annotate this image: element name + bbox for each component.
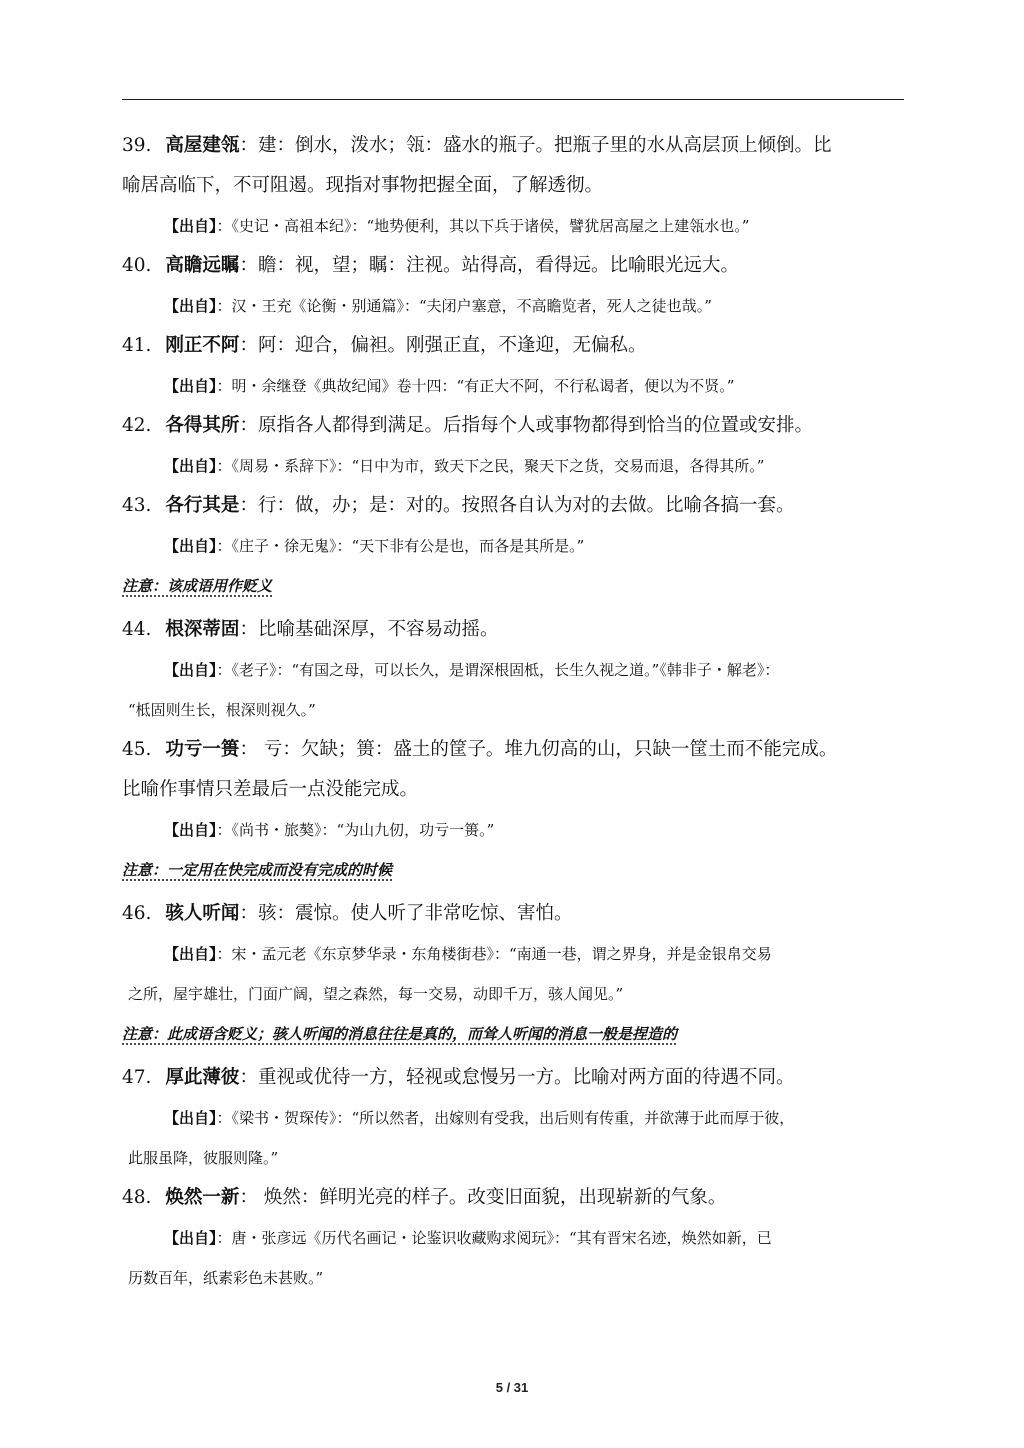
source-line: 【出自】：宋・孟元老《东京梦华录・东角楼街巷》：“南通一巷，谓之界身，并是金银帛交易 [164,945,772,963]
source-line: 【出自】：《庄子・徐无鬼》：“天下非有公是也，而各是其所是。” [164,537,585,555]
idiom-definition: ：行：做，办；是：对的。按照各自认为对的去做。比喻各搞一套。 [239,495,795,516]
idiom-definition: ：骇：震惊。使人听了非常吃惊、害怕。 [239,903,573,924]
source-line: 【出自】：《尚书・旅獒》：“为山九仞，功亏一篑。” [164,821,495,839]
idiom-definition: ：瞻：视，望；瞩：注视。站得高，看得远。比喻眼光远大。 [239,255,739,276]
idiom-term: 焕然一新 [165,1187,240,1208]
usage-note: 注意：此成语含贬义；骇人听闻的消息往往是真的，而耸人听闻的消息一般是捏造的 [122,1025,678,1043]
idiom-definition-cont: 比喻作事情只差最后一点没能完成。 [122,779,419,800]
idiom-term: 功亏一篑 [165,739,240,760]
entry-48: 48. 焕然一新： 焕然：鲜明光亮的样子。改变旧面貌，出现崭新的气象。 [122,1187,727,1208]
entry-39: 39. 高屋建瓴：建：倒水，泼水；瓴：盛水的瓶子。把瓶子里的水从高层顶上倾倒。比 [122,135,832,156]
source-line-cont: “柢固则生长，根深则视久。” [128,701,316,719]
entry-45: 45. 功亏一篑： 亏：欠缺；篑：盛土的筐子。堆九仞高的山，只缺一筐土而不能完成。 [122,739,838,760]
source-line-cont: 历数百年，纸素彩色未甚败。” [128,1269,324,1287]
source-line: 【出自】：明・余继登《典故纪闻》卷十四：“有正大不阿，不行私谒者，便以为不贤。” [164,377,735,395]
idiom-list [122,126,904,1298]
source-line: 【出自】：汉・王充《论衡・别通篇》：“夫闭户塞意，不高瞻览者，死人之徒也哉。” [164,297,712,315]
idiom-term: 根深蒂固 [165,619,240,640]
idiom-definition: ：比喻基础深厚，不容易动摇。 [239,619,499,640]
source-line: 【出自】：《周易・系辞下》：“日中为市，致天下之民，聚天下之货，交易而退，各得其所。” [164,457,765,475]
idiom-term: 高屋建瓴 [165,135,240,156]
usage-note: 注意：该成语用作贬义 [122,577,273,595]
idiom-definition: ：原指各人都得到满足。后指每个人或事物都得到恰当的位置或安排。 [239,415,813,436]
usage-note: 注意：一定用在快完成而没有完成的时候 [122,861,393,879]
entry-40: 40. 高瞻远瞩：瞻：视，望；瞩：注视。站得高，看得远。比喻眼光远大。 [122,255,739,276]
source-line-cont: 之所，屋宇雄壮，门面广阔，望之森然，每一交易，动即千万，骇人闻见。” [128,985,624,1003]
idiom-definition: ： 亏：欠缺；篑：盛土的筐子。堆九仞高的山，只缺一筐土而不能完成。 [239,739,838,760]
idiom-term: 刚正不阿 [165,335,240,356]
source-line: 【出自】：《老子》：“有国之母，可以长久，是谓深根固柢，长生久视之道。”《韩非子・解老》： [164,661,780,679]
idiom-term: 各得其所 [165,415,240,436]
entry-47: 47. 厚此薄彼：重视或优待一方，轻视或怠慢另一方。比喻对两方面的待遇不同。 [122,1067,795,1088]
idiom-definition-cont: 喻居高临下，不可阻遏。现指对事物把握全面，了解透彻。 [122,175,604,196]
source-line: 【出自】：《史记・高祖本纪》：“地势便利，其以下兵于诸侯，譬犹居高屋之上建瓴水也。” [164,217,750,235]
entry-46: 46. 骇人听闻：骇：震惊。使人听了非常吃惊、害怕。 [122,903,573,924]
source-line: 【出自】：《梁书・贺琛传》：“所以然者，出嫁则有受我，出后则有传重，并欲薄于此而厚于彼， [164,1109,795,1127]
source-line: 【出自】：唐・张彦远《历代名画记・论鉴识收藏购求阅玩》：“其有晋宋名迹，焕然如新，已 [164,1229,772,1247]
idiom-definition: ： 焕然：鲜明光亮的样子。改变旧面貌，出现崭新的气象。 [239,1187,727,1208]
idiom-term: 各行其是 [165,495,240,516]
idiom-term: 骇人听闻 [165,903,240,924]
entry-43: 43. 各行其是：行：做，办；是：对的。按照各自认为对的去做。比喻各搞一套。 [122,495,795,516]
idiom-definition: ：重视或优待一方，轻视或怠慢另一方。比喻对两方面的待遇不同。 [239,1067,795,1088]
page-number: 5 / 31 [495,1380,529,1395]
idiom-definition: ：建：倒水，泼水；瓴：盛水的瓶子。把瓶子里的水从高层顶上倾倒。比 [239,135,832,156]
header-rule [122,99,904,100]
idiom-term: 高瞻远瞩 [165,255,240,276]
source-line-cont: 此服虽降，彼服则隆。” [128,1149,279,1167]
entry-41: 41. 刚正不阿：阿：迎合，偏袒。刚强正直，不逢迎，无偏私。 [122,335,647,356]
idiom-term: 厚此薄彼 [165,1067,240,1088]
entry-42: 42. 各得其所：原指各人都得到满足。后指每个人或事物都得到恰当的位置或安排。 [122,415,813,436]
entry-44: 44. 根深蒂固：比喻基础深厚，不容易动摇。 [122,619,499,640]
idiom-definition: ：阿：迎合，偏袒。刚强正直，不逢迎，无偏私。 [239,335,647,356]
